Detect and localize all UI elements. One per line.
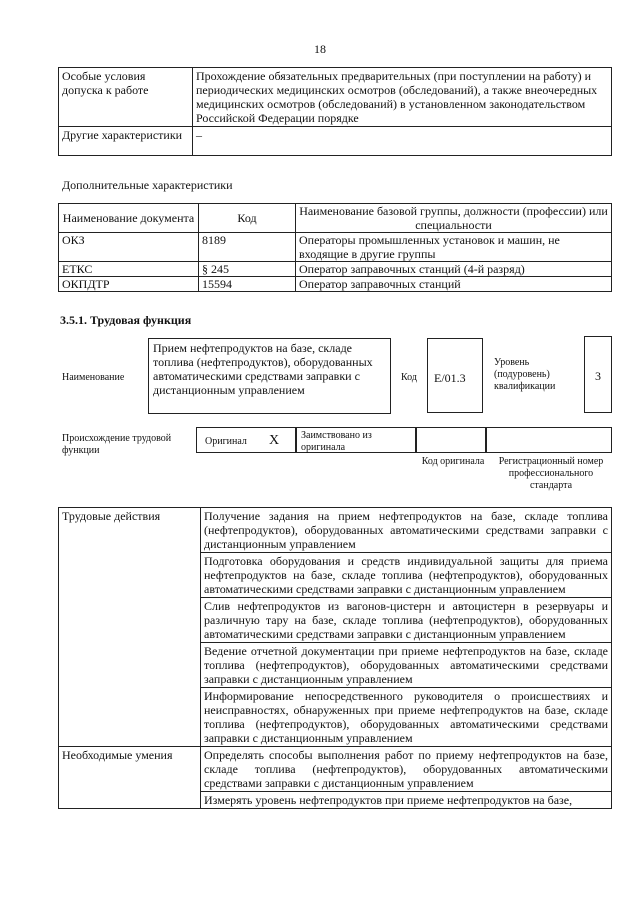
registration-number-cell (486, 427, 612, 453)
labor-action: Информирование непосредственного руководителя о происшествиях и неисправностях, обнаруженных при приеме нефтепродуктов на базе, складе топлива (нефтепродуктов), оборудованных автоматическими средствами заправки с дистанционным управлением (201, 688, 612, 747)
table-row (59, 233, 612, 262)
original-label: Оригинал (205, 436, 247, 447)
row-value: – (193, 127, 612, 156)
original-code-cell (416, 427, 486, 453)
conditions-table (58, 67, 612, 156)
table-row (59, 747, 612, 792)
row-label: Особые условия допуска к работе (59, 68, 193, 127)
table-cell: Оператор заправочных станций (296, 277, 612, 292)
table-header-row (59, 204, 612, 233)
column-header: Наименование базовой группы, должности (профессии) или специальности (296, 204, 612, 233)
table-cell: ОКПДТР (59, 277, 199, 292)
borrowed-label: Заимствовано из оригинала (301, 430, 372, 453)
borrowed-cell (296, 427, 416, 453)
table-cell: ЕТКС (59, 262, 199, 277)
labor-action: Слив нефтепродуктов из вагонов-цистерн и автоцистерн в резервуары и различную тару на базе, складе топлива (нефтепродуктов), оборудованных автоматическими средствами заправки с дистанционным управлением (201, 598, 612, 643)
table-row (59, 68, 612, 127)
skill: Определять способы выполнения работ по приему нефтепродуктов на базе, складе топлива (нефтепродуктов), оборудованных автоматическими средствами заправки с дистанционным управлением (201, 747, 612, 792)
table-cell: Оператор заправочных станций (4-й разряд) (296, 262, 612, 277)
skills-label: Необходимые умения (59, 747, 201, 809)
registration-number-caption: Регистрационный номер профессионального стандарта (498, 456, 604, 491)
qualification-level-label: Уровень (подуровень) квалификации (494, 357, 556, 392)
additional-heading: Дополнительные характеристики (62, 178, 233, 192)
row-label: Другие характеристики (59, 127, 193, 156)
origin-row (196, 427, 612, 453)
column-header: Код (199, 204, 296, 233)
labor-function-table (58, 507, 612, 809)
table-cell: 8189 (199, 233, 296, 262)
section-title: 3.5.1. Трудовая функция (60, 313, 192, 327)
origin-label: Происхождение трудовой функции (62, 433, 172, 456)
labor-action: Ведение отчетной документации при приеме нефтепродуктов на базе, складе топлива (нефтепродуктов), оборудованных автоматическими средствами заправки с дистанционным управлением (201, 643, 612, 688)
table-cell: 15594 (199, 277, 296, 292)
original-cell (196, 427, 296, 453)
skill: Измерять уровень нефтепродуктов при приеме нефтепродуктов на базе, (201, 792, 612, 809)
table-cell: Операторы промышленных установок и машин, не входящие в другие группы (296, 233, 612, 262)
original-mark: X (269, 433, 280, 448)
function-name-label: Наименование (62, 372, 125, 383)
page-number: 18 (314, 42, 326, 56)
table-cell: § 245 (199, 262, 296, 277)
function-code-label: Код (401, 372, 417, 383)
labor-action: Получение задания на прием нефтепродуктов на базе, складе топлива (нефтепродуктов), оборудованных автоматическими средствами заправки с дистанционным управлением (201, 508, 612, 553)
labor-action: Подготовка оборудования и средств индивидуальной защиты для приема нефтепродуктов на базе, складе топлива (нефтепродуктов), оборудованных автоматическими средствами заправки с дистанционным управлением (201, 553, 612, 598)
original-code-caption: Код оригинала (421, 456, 485, 467)
column-header: Наименование документа (59, 204, 199, 233)
table-row (59, 277, 612, 292)
labor-actions-label: Трудовые действия (59, 508, 201, 747)
table-row (59, 127, 612, 156)
row-value: Прохождение обязательных предварительных (при поступлении на работу) и периодических медицинских осмотров (обследований), а также внеочередных медицинских осмотров (обследований) в установленном законодательством Российской Федерации порядке (193, 68, 612, 127)
table-cell: ОКЗ (59, 233, 199, 262)
function-code-value: E/01.3 (427, 338, 483, 413)
additional-table (58, 203, 612, 292)
table-row (59, 262, 612, 277)
function-name-value: Прием нефтепродуктов на базе, складе топлива (нефтепродуктов), оборудованных автоматическими средствами заправки с дистанционным управлением (148, 338, 391, 414)
qualification-level-value: 3 (584, 336, 612, 413)
table-row (59, 508, 612, 553)
